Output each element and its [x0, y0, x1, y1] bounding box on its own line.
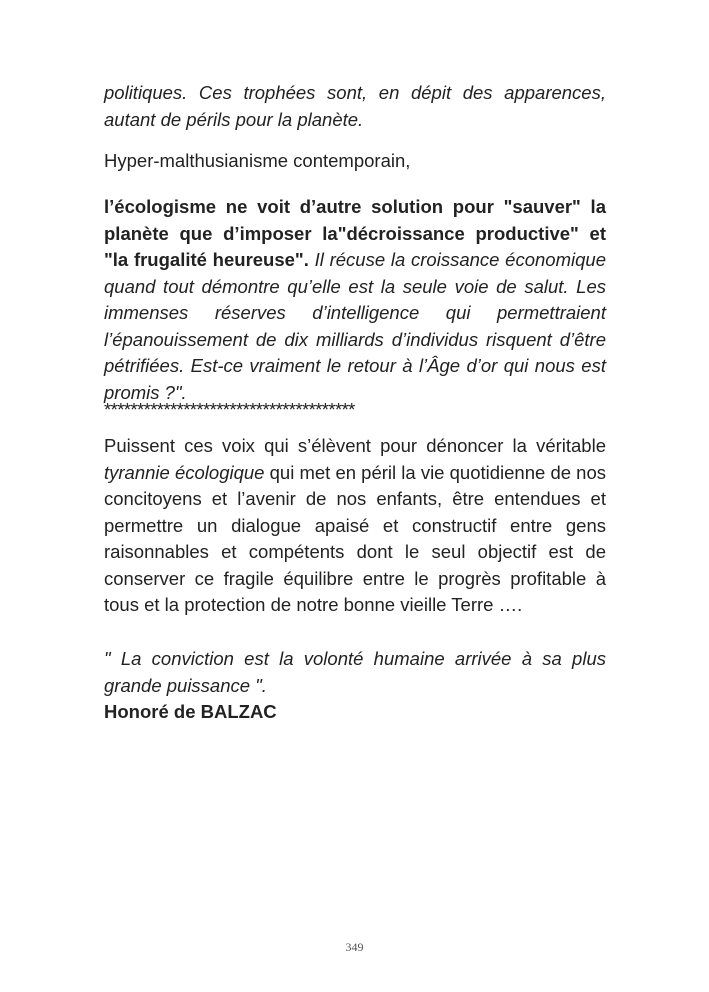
- plain-text: Hyper-malthusianisme contemporain,: [104, 150, 411, 171]
- bold-text: l’écologisme ne voit d’autre solution pour "sauver" la planète que d’imposer la"décroissance productive" et "la frugalité heureuse".: [104, 196, 606, 270]
- paragraph-ecologisme: [104, 194, 606, 406]
- paragraph-hyper-malthusianisme: [104, 148, 606, 175]
- paragraph-politiques: [104, 80, 606, 133]
- page-number: 349: [345, 940, 364, 954]
- italic-text: Il récuse la croissance économique quand tout démontre qu’elle est la seule voie de salut. Les immenses réserves d’intelligence qui permettraient l’épanouissement de dix milliards d’individus risquent d’être pétrifiées. Est-ce vraiment le retour à l’Âge d’or qui nous est promis ?".: [104, 249, 606, 403]
- separator-stars: [104, 403, 606, 417]
- plain-text: qui met en péril la vie quotidienne de nos concitoyens et l’avenir de nos enfants, être entendues et permettre un dialogue apaisé et constructif entre gens raisonnables et compétents dont le seul objectif est de conserver ce fragile équilibre entre le progrès profitable à tous et la protection de notre bonne vieille Terre ….: [104, 461, 606, 615]
- quote: [104, 646, 606, 699]
- quote-author: [104, 699, 606, 726]
- italic-text: politiques. Ces trophées sont, en dépit des apparences, autant de périls pour la planète.: [104, 82, 606, 130]
- author-name: Honoré de BALZAC: [104, 701, 277, 722]
- quote-text: " La conviction est la volonté humaine arrivée à sa plus grande puissance ".: [104, 648, 606, 696]
- paragraph-puissent: [104, 433, 606, 619]
- plain-text: Puissent ces voix qui s’élèvent pour dénoncer la véritable: [104, 435, 606, 456]
- stars-text: **************************************: [104, 403, 355, 417]
- italic-text: tyrannie écologique: [104, 461, 265, 483]
